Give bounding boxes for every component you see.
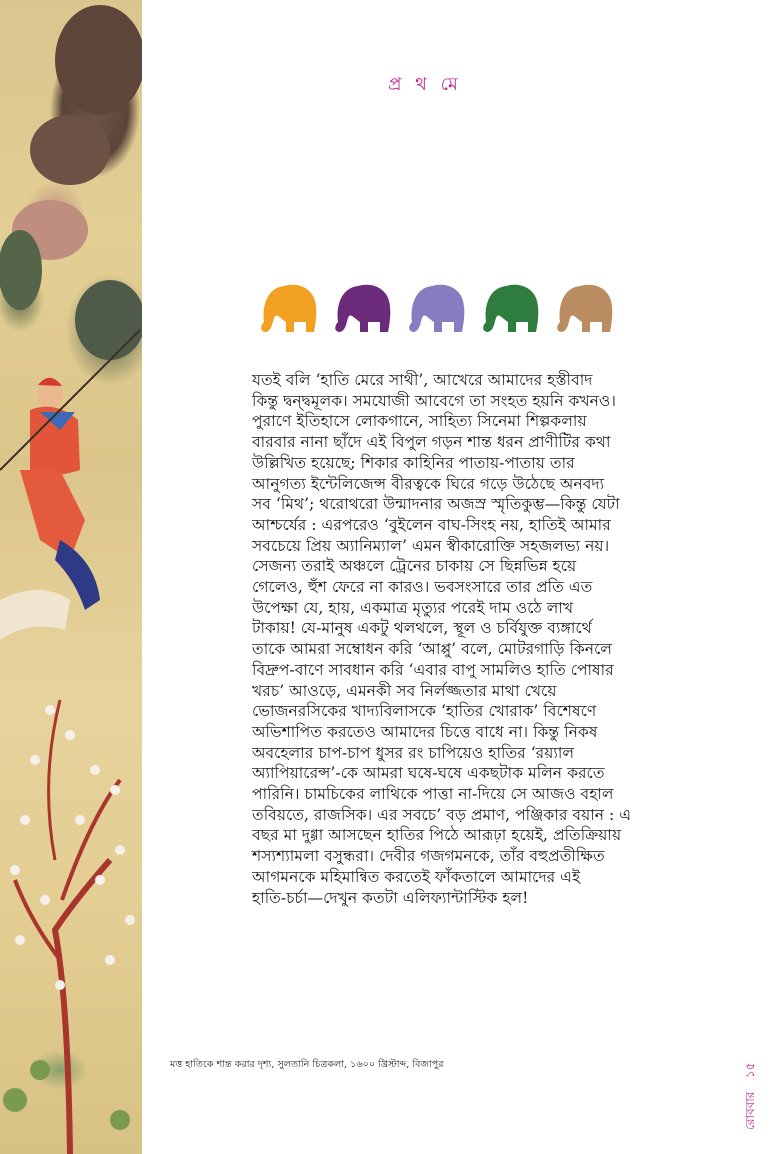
body-line: আগমনকে মহিমান্বিত করতেই ফাঁকতালে আমাদের এই bbox=[252, 867, 581, 886]
body-line: তবিয়তে, রাজসিক। এর সবচে’ বড় প্রমাণ, পঞ্জিকার বয়ান : এ bbox=[252, 805, 632, 824]
miniature-painting-strip bbox=[0, 0, 142, 1154]
body-line: সবচেয়ে প্রিয় অ্যানিম্যাল’ এমন স্বীকারোক্তি সহজলভ্য নয়। bbox=[252, 536, 610, 555]
body-line: শস্যশ্যামলা বসুন্ধরা। দেবীর গজগমনকে, তাঁর বহুপ্রতীক্ষিত bbox=[252, 847, 605, 866]
magazine-name: রোববার bbox=[743, 1091, 757, 1130]
body-line: খরচ’ আওড়ে, এমনকী সব নির্লজ্জতার মাথা খেয়ে bbox=[252, 681, 557, 700]
elephant-row bbox=[258, 278, 628, 334]
editorial-body bbox=[252, 370, 702, 908]
body-line: কিন্তু দ্বন্দ্বমূলক। সমযোজী আবেগে তা সংহত হয়নি কখনও। bbox=[252, 391, 616, 410]
page-footer bbox=[742, 1010, 758, 1130]
body-line: বছর মা দুগ্গা আসছেন হাতির পিঠে আরূঢ়া হয়েই, প্রতিক্রিয়ায় bbox=[252, 826, 622, 845]
body-line: পুরাণে ইতিহাসে লোকগানে, সাহিত্য সিনেমা শিল্পকলায় bbox=[252, 412, 587, 431]
body-line: আশ্চর্যের : এরপরেও ‘বুইলেন বাঘ-সিংহ নয়, হাতিই আমার bbox=[252, 515, 611, 534]
page-number: ১৫ bbox=[743, 1062, 757, 1078]
body-line: আনুগত্য ইন্টেলিজেন্স বীরত্বকে ঘিরে গড়ে উঠেছে অনবদ্য bbox=[252, 474, 605, 493]
body-line: বারবার নানা ছাঁদে এই বিপুল গড়ন শান্ত ধরন প্রাণীটির কথা bbox=[252, 433, 611, 452]
elephant-icon-tan bbox=[557, 285, 612, 332]
body-line: সেজন্য তরাই অঞ্চলে ট্রেনের চাকায় সে ছিন্নভিন্ন হয়ে bbox=[252, 557, 577, 576]
body-line: হাতি-চর্চা—দেখুন কতটা এলিফ্যান্টাস্টিক হল! bbox=[252, 888, 529, 907]
body-line: উপেক্ষা যে, হায়, একমাত্র মৃত্যুর পরেই দাম ওঠে লাখ bbox=[252, 598, 574, 617]
body-line: বিদ্রুপ-বাণে সাবধান করি ‘এবার বাপু সামলিও হাতি পোষার bbox=[252, 660, 614, 679]
image-caption: মত্ত হাতিকে শান্ত করার দৃশ্য, সুলতানি চিত্রকলা, ১৬০০ খ্রিস্টাব্দ, বিজাপুর bbox=[170, 1059, 444, 1070]
body-line: অভিশাপিত করতেও আমাদের চিত্তে বাধে না। কিন্তু নিকষ bbox=[252, 722, 598, 741]
body-line: অবহেলার চাপ-চাপ ধুসর রং চাপিয়েও হাতির ‘রয়্যাল bbox=[252, 743, 575, 762]
body-line: পারিনি। চামচিকের লাথিকে পাত্তা না-দিয়ে সে আজও বহাল bbox=[252, 785, 614, 804]
body-line: গেলেও, হুঁশ ফেরে না কারও। ভবসংসারে তার প্রতি এত bbox=[252, 578, 593, 597]
body-line: সব ‘মিথ’; থরোথরো উন্মাদনার অজস্র স্মৃতিকুম্ভ—কিন্তু যেটা bbox=[252, 495, 620, 514]
body-line: উল্লিখিত হয়েছে; শিকার কাহিনির পাতায়-পাতায় তার bbox=[252, 453, 575, 472]
body-line: টাকায়! যে-মানুষ একটু থলথলে, স্থূল ও চর্বিযুক্ত ব্যঙ্গার্থে bbox=[252, 619, 592, 638]
page-header: প্র থ মে bbox=[388, 74, 462, 95]
painting-illustration bbox=[0, 0, 142, 1154]
elephant-icon-purple bbox=[335, 285, 390, 332]
elephant-icon-lavender bbox=[409, 285, 464, 332]
body-line: অ্যাপিয়ারেন্স’-কে আমরা ঘষে-ঘষে একছটাক মলিন করতে bbox=[252, 764, 605, 783]
body-line: যতই বলি ‘হাতি মেরে সাথী’, আখেরে আমাদের হস্তীবাদ bbox=[252, 371, 593, 389]
elephant-icon-orange bbox=[261, 285, 316, 332]
body-line: তাকে আমরা সম্বোধন করি ‘আপ্পু’ বলে, মোটরগাড়ি কিনলে bbox=[252, 640, 613, 659]
body-line: ভোজনরসিকের খাদ্যবিলাসকে ‘হাতির খোরাক’ বিশেষণে bbox=[252, 702, 597, 721]
elephant-icon-green bbox=[483, 285, 538, 332]
